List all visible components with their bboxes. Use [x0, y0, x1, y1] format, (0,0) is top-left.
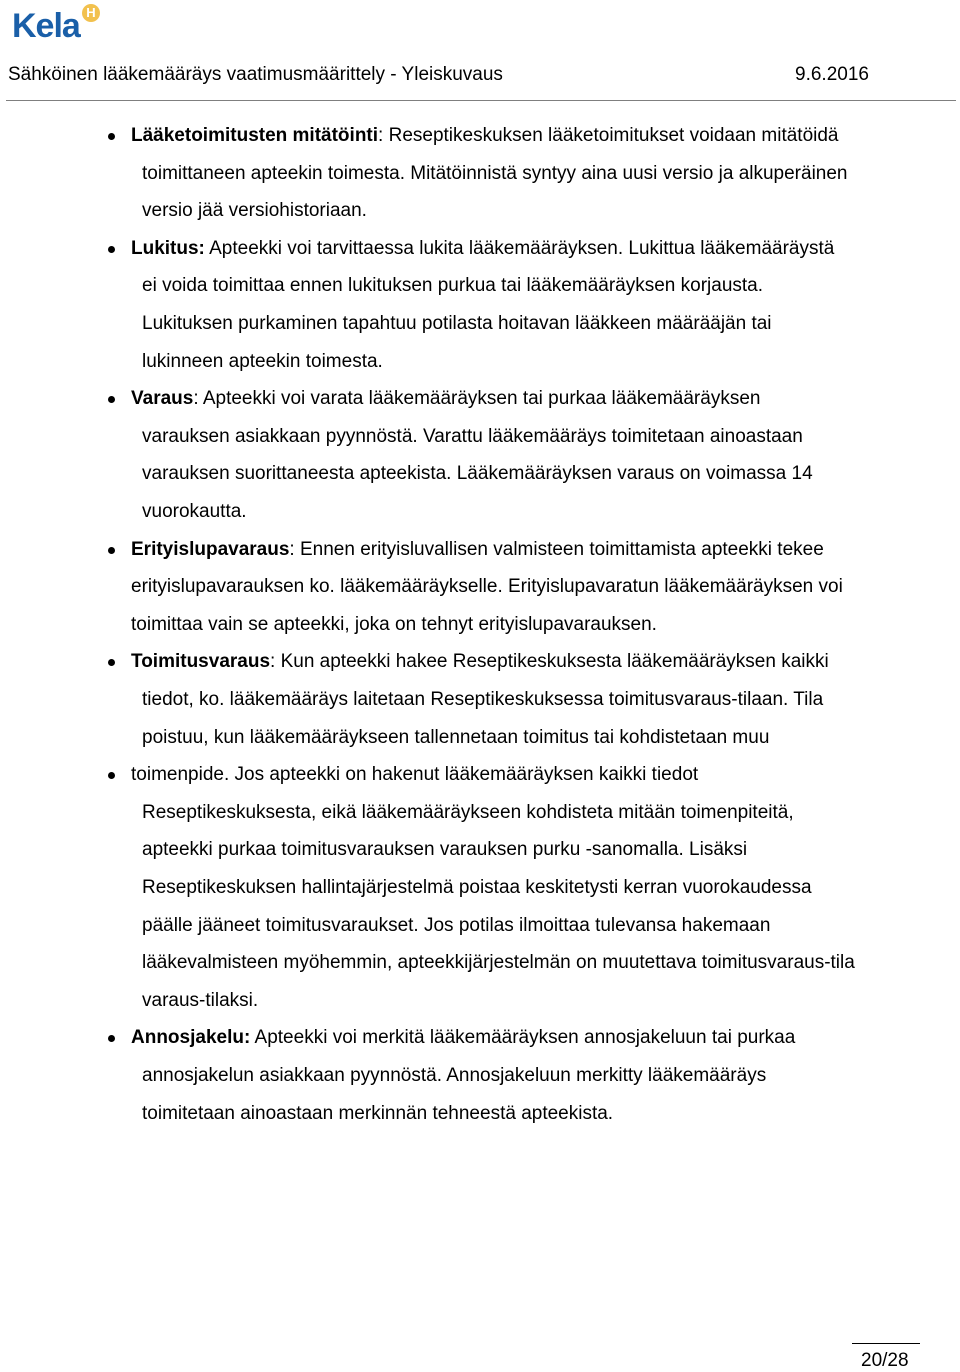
list-item-text-line: toimitetaan ainoastaan merkinnän tehneestä apteekista.	[142, 1102, 614, 1124]
list-item-text-line: Reseptikeskuksesta, eikä lääkemääräykseen kohdisteta mitään toimenpiteitä,	[142, 801, 794, 823]
list-item-term-separator: :	[378, 125, 384, 146]
list-item-term-separator: :	[193, 388, 199, 410]
list-item-text-line: tiedot, ko. lääkemääräys laitetaan Reseptikeskuksessa toimitusvaraus-tilaan. Tila	[142, 689, 824, 710]
list-item-first-line	[131, 387, 760, 411]
list-item-text: Apteekki voi merkitä lääkemääräyksen annosjakeluun tai purkaa	[250, 1027, 796, 1049]
list-item-text-line: toimenpide. Jos apteekki on hakenut lääkemääräyksen kaikki tiedot	[131, 764, 699, 786]
bullet-icon	[108, 246, 115, 253]
list-item-term: Annosjakelu:	[131, 1027, 251, 1049]
kela-logo	[12, 4, 102, 48]
list-item-term: Lääketoimitusten mitätöinti	[131, 125, 379, 146]
list-item-first-line	[131, 124, 839, 148]
list-item-first-line	[131, 1026, 795, 1050]
bullet-icon	[108, 547, 115, 554]
list-item-text-line: vuorokautta.	[142, 501, 247, 522]
list-item-text-line: lääkevalmisteen myöhemmin, apteekkijärjestelmän on muutettava toimitusvaraus-tila	[142, 952, 855, 974]
logo-badge-icon: H	[82, 4, 100, 22]
list-item-text-line: päälle jääneet toimitusvaraukset. Jos potilas ilmoittaa tulevansa hakemaan	[142, 914, 771, 936]
list-item-term: Lukitus:	[131, 237, 205, 259]
list-item-text: Ennen erityisluvallisen valmisteen toimittamista apteekki tekee	[294, 538, 824, 560]
document-title: Sähköinen lääkemääräys vaatimusmäärittely - Yleiskuvaus	[8, 64, 503, 85]
bullet-icon	[108, 396, 115, 403]
footer-divider	[852, 1343, 920, 1344]
header-divider	[6, 100, 956, 101]
list-item-text-line: varauksen asiakkaan pyynnöstä. Varattu lääkemääräys toimitetaan ainoastaan	[142, 425, 803, 447]
list-item-text-line: poistuu, kun lääkemääräykseen tallennetaan toimitus tai kohdistetaan muu	[142, 726, 770, 748]
list-item-text-line: lukinneen apteekin toimesta.	[142, 350, 383, 372]
list-item-text-line: erityislupavarauksen ko. lääkemääräykselle. Erityislupavaratun lääkemääräyksen voi	[131, 576, 843, 598]
list-item-text-line: varauksen suorittaneesta apteekista. Lääkemääräyksen varaus on voimassa 14	[142, 463, 813, 485]
bullet-icon	[108, 659, 115, 666]
list-item-text-line: annosjakelun asiakkaan pyynnöstä. Annosjakeluun merkitty lääkemääräys	[142, 1065, 767, 1086]
list-item-first-line	[131, 237, 834, 261]
list-item-text: Apteekki voi varata lääkemääräyksen tai purkaa lääkemääräyksen	[198, 388, 761, 410]
list-item-text: Kun apteekki hakee Reseptikeskuksesta lääkemääräyksen kaikki	[275, 651, 829, 673]
list-item-text-line: toimittaa vain se apteekki, joka on tehnyt erityislupavarauksen.	[131, 613, 657, 635]
list-item-text-line: apteekki purkaa toimitusvarauksen varauksen purku -sanomalla. Lisäksi	[142, 839, 748, 861]
list-item-text: Apteekki voi tarvittaessa lukita lääkemääräyksen. Lukittua lääkemääräystä	[204, 237, 835, 259]
list-item-first-line	[131, 538, 824, 562]
list-item-text-line: varaus-tilaksi.	[142, 989, 259, 1011]
list-item-text: Reseptikeskuksen lääketoimitukset voidaan mitätöidä	[383, 125, 839, 146]
bullet-icon	[108, 772, 115, 779]
logo-text: Kela	[12, 7, 80, 45]
bullet-icon	[108, 133, 115, 140]
list-item-term: Erityislupavaraus	[131, 538, 290, 560]
list-item-text-line: Reseptikeskuksen hallintajärjestelmä poistaa keskitetysti kerran vuorokaudessa	[142, 877, 812, 898]
page-number: 20/28	[861, 1350, 909, 1371]
list-item-text-line: Lukituksen purkaminen tapahtuu potilasta hoitavan lääkkeen määrääjän tai	[142, 313, 772, 334]
list-item-text-line: ei voida toimittaa ennen lukituksen purkua tai lääkemääräyksen korjausta.	[142, 275, 764, 297]
list-item-term: Varaus	[131, 388, 194, 410]
bullet-icon	[108, 1035, 115, 1042]
list-item-text-line: versio jää versiohistoriaan.	[142, 200, 367, 222]
document-date: 9.6.2016	[795, 64, 869, 85]
list-item-term: Toimitusvaraus	[131, 651, 271, 673]
list-item-first-line	[131, 650, 829, 674]
list-item-text-line: toimittaneen apteekin toimesta. Mitätöinnistä syntyy aina uusi versio ja alkuperäinen	[142, 162, 848, 184]
list-item-term-separator: :	[289, 538, 295, 560]
list-item-term-separator: :	[270, 651, 276, 673]
